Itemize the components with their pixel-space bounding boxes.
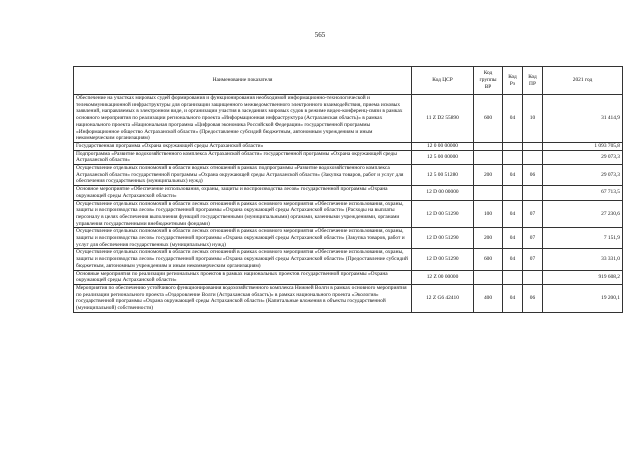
row-amount: 33 331,0 [543,249,623,270]
row-vr: 200 [474,165,503,186]
header-row [74,67,623,95]
row-rz: 04 [503,284,523,312]
row-csr: 12 Z 00 00000 [412,270,474,284]
row-amount: 31 414,9 [543,95,623,143]
row-pr: 06 [523,165,543,186]
table-row [74,270,623,284]
row-pr: 06 [523,284,543,312]
row-name: Осуществление отдельных полномочий в области водных отношений в рамках подпрограммы «Развитие водохозяйственного комплекса Астраханской области» государственной программы «Охрана окружающей среды Астраханской области» (Закупка товаров, работ и услуг для обеспечения государственных (муниципальных) нужд) [74,165,412,186]
row-name: Государственная программа «Охрана окружающей среды Астраханской области» [74,142,412,150]
row-amount: 919 608,2 [543,270,623,284]
row-vr [474,142,503,150]
row-pr [523,270,543,284]
row-vr: 600 [474,95,503,143]
row-name: Осуществление отдельных полномочий в области лесных отношений в рамках основного мероприятия «Обеспечение использования, охраны, защиты и воспроизводства лесов» государственной программы «Охрана окружающей среды Астраханской области» (Расходы на выплаты персоналу в целях обеспечения выполнения функций государственными (муниципальными) органами, казенными учреждениями, органами управления государственными внебюджетными фондами) [74,200,412,228]
row-rz: 04 [503,165,523,186]
row-vr [474,186,503,200]
header-name: Наименование показателя [74,67,412,95]
row-amount: 1 093 705,8 [543,142,623,150]
row-vr: 100 [474,200,503,228]
table-row [74,150,623,164]
row-vr [474,150,503,164]
table-row [74,200,623,228]
row-name: Основное мероприятие «Обеспечение использования, охраны, защиты и воспроизводства лесов» государственной программы «Охрана окружающей среды Астраханской области» [74,186,412,200]
header-pr: Код ПР [523,67,543,95]
row-pr [523,186,543,200]
row-csr: 12 0 00 00000 [412,142,474,150]
row-rz [503,270,523,284]
row-name: Основные мероприятия по реализации региональных проектов в рамках национальных проектов государственной программы «Охрана окружающей среды Астраханской области» [74,270,412,284]
table-row [74,165,623,186]
header-csr: Код ЦСР [412,67,474,95]
row-name: Мероприятия по обеспечению устойчивого функционирования водохозяйственного комплекса Нижней Волги в рамках основного мероприятия по реализации регионального проекта «Оздоровление Волги (Астраханская область)» в рамках национального проекта «Экология» государственной программы «Охрана окружающей среды Астраханской области» (Капитальные вложения в объекты государственной (муниципальной) собственности) [74,284,412,312]
row-csr: 12 D 00 51290 [412,249,474,270]
row-csr: 12 Z G6 42410 [412,284,474,312]
row-pr: 07 [523,228,543,249]
row-rz [503,142,523,150]
table-row [74,228,623,249]
row-csr: 12 D 00 00000 [412,186,474,200]
row-rz [503,150,523,164]
row-amount: 7 151,9 [543,228,623,249]
row-csr: 12 D 00 51290 [412,228,474,249]
row-vr [474,270,503,284]
row-rz: 04 [503,200,523,228]
row-pr [523,150,543,164]
row-rz [503,186,523,200]
table-row [74,249,623,270]
row-pr [523,142,543,150]
row-rz: 04 [503,249,523,270]
row-csr: 12 D 00 51290 [412,200,474,228]
row-pr: 07 [523,249,543,270]
row-name: Обеспечение на участках мировых судей формирования и функционирования необходимой информационно-технологической и телекоммуникационной инфраструктуры для организации защищенного межведомственного электронного взаимодействия, приема исковых заявлений, направляемых в электронном виде, и организации участия в заседаниях мировых судов в режиме видео-конференц-связи в рамках основного мероприятия по реализации регионального проекта «Информационная инфраструктура (Астраханская область)» в рамках национального проекта «Национальная программа «Цифровая экономика Российской Федерации» государственной программы «Информационное общество Астраханской области» (Предоставление субсидий бюджетным, автономным учреждениям и иным некоммерческим организациям) [74,95,412,143]
row-name: Осуществление отдельных полномочий в области лесных отношений в рамках основного мероприятия «Обеспечение использования, охраны, защиты и воспроизводства лесов» государственной программы «Охрана окружающей среды Астраханской области» (Закупка товаров, работ и услуг для обеспечения государственных (муниципальных) нужд) [74,228,412,249]
row-name: Осуществление отдельных полномочий в области лесных отношений в рамках основного мероприятия «Обеспечение использования, охраны, защиты и воспроизводства лесов» государственной программы «Охрана окружающей среды Астраханской области» (Предоставление субсидий бюджетным, автономным учреждениям и иным некоммерческим организациям) [74,249,412,270]
table-row [74,284,623,312]
page-number: 565 [314,31,326,39]
row-rz: 04 [503,95,523,143]
row-csr: 12 5 00 00000 [412,150,474,164]
row-vr: 200 [474,228,503,249]
table-row [74,142,623,150]
header-year: 2021 год [543,67,623,95]
row-vr: 600 [474,249,503,270]
row-name: Подпрограмма «Развитие водохозяйственного комплекса Астраханской области» государственной программы «Охрана окружающей среды Астраханской области» [74,150,412,164]
budget-table [73,66,623,313]
row-pr: 10 [523,95,543,143]
row-amount: 19 200,1 [543,284,623,312]
row-amount: 67 713,5 [543,186,623,200]
row-amount: 29 073,3 [543,165,623,186]
row-rz: 04 [503,228,523,249]
table-row [74,186,623,200]
row-vr: 400 [474,284,503,312]
row-amount: 29 073,3 [543,150,623,164]
row-csr: 12 5 00 51280 [412,165,474,186]
header-rz: Код Рз [503,67,523,95]
row-pr: 07 [523,200,543,228]
row-csr: 11 Z D2 55890 [412,95,474,143]
header-vr: Код группы ВР [474,67,503,95]
row-amount: 27 230,6 [543,200,623,228]
table-row [74,95,623,143]
